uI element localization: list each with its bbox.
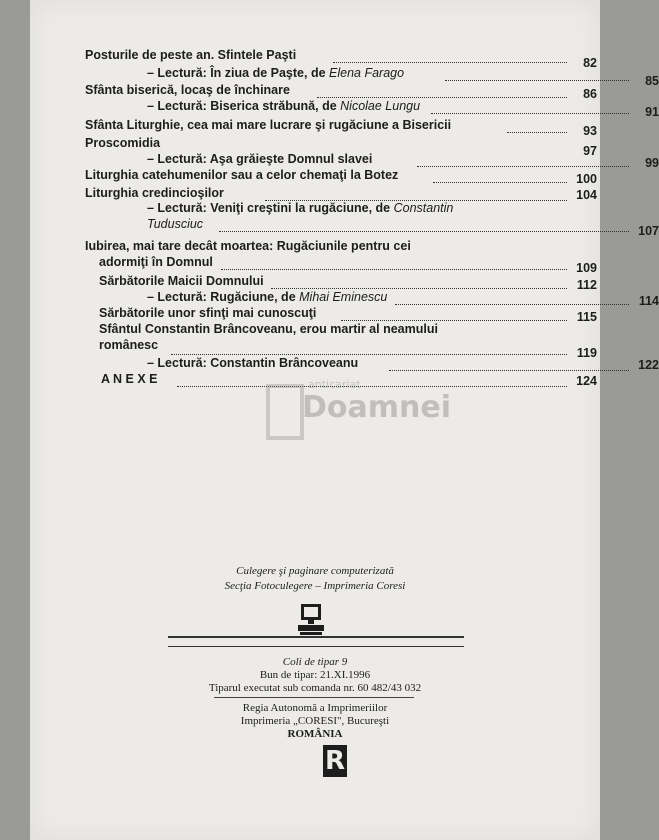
toc-entry-title: Sfânta Liturghie, cea mai mare lucrare şi rugăciune a Bisericii <box>85 118 452 132</box>
leader-dots <box>431 111 629 114</box>
toc-entry-title: – Lectură: Constantin Brâncoveanu <box>147 356 359 370</box>
toc-entry-title: Iubirea, mai tare decât moartea: Rugăciunile pentru cei <box>85 239 411 253</box>
publisher-logo: R <box>324 746 346 776</box>
leader-dots <box>507 130 567 133</box>
toc-entry-title: – Lectură: Rugăciune, de <box>147 290 300 304</box>
imprint-section: Secţia Fotoculegere – Imprimeria Coresi <box>224 580 406 592</box>
imprint-printing-house: Imprimeria „CORESI", Bucureşti <box>240 715 390 727</box>
imprint-regia: Regia Autonomă a Imprimeriilor <box>242 702 388 714</box>
imprint-coli: Coli de tipar 9 <box>282 656 348 668</box>
toc-page-number: 82 <box>583 56 597 70</box>
imprint-typesetting: Culegere şi paginare computerizată <box>236 565 394 577</box>
leader-dots <box>317 95 567 98</box>
toc-entry-title: – Lectură: Aşa grăieşte Domnul slavei <box>147 152 373 166</box>
leader-dots <box>333 60 567 63</box>
toc-entry-title: Sfânta biserică, locaş de închinare <box>85 83 290 97</box>
toc-entry <box>85 306 597 324</box>
leader-dots <box>171 352 567 355</box>
book-page <box>30 0 659 840</box>
leader-dots <box>395 302 629 305</box>
toc-page-number: 91 <box>645 105 659 119</box>
toc-entry-title: – Lectură: Veniţi creştini la rugăciune, de <box>147 201 394 215</box>
imprint-bun-de-tipar: Bun de tipar: 21.XI.1996 <box>259 669 371 681</box>
toc-entry-author: Nicolae Lungu <box>340 99 421 113</box>
watermark-subtitle: anticariat <box>308 378 361 391</box>
imprint-rule-area <box>168 600 464 650</box>
toc-entry-title-continued: românesc <box>99 338 159 352</box>
toc-entry <box>85 239 597 275</box>
toc-entry <box>85 290 659 308</box>
toc-entry-title: A N E X E <box>101 372 158 386</box>
divider-line <box>168 646 464 647</box>
imprint-country: ROMÂNIA <box>287 728 343 740</box>
toc-entry <box>85 66 659 88</box>
leader-dots <box>433 180 567 183</box>
toc-page-number: 86 <box>583 87 597 101</box>
leader-dots <box>389 368 629 371</box>
toc-entry-title: Liturghia catehumenilor sau a celor chemaţi la Botez <box>85 168 399 182</box>
divider-line <box>168 636 464 638</box>
watermark-title: Doamnei <box>302 390 452 425</box>
toc-entry <box>85 322 597 360</box>
toc-entry <box>85 168 597 186</box>
toc-entry <box>85 136 597 158</box>
toc-page-number: 107 <box>638 224 659 238</box>
toc-entry-title: – Lectură: În ziua de Paşte, de <box>147 66 330 80</box>
toc-page-number: 93 <box>583 124 597 138</box>
toc-entry-author-continued: Tudusciuc <box>147 217 204 231</box>
toc-entry-title: Proscomidia <box>85 136 161 150</box>
leader-dots <box>445 78 629 81</box>
toc-page-number: 85 <box>645 74 659 88</box>
toc-entry <box>85 356 659 371</box>
toc-page-number: 109 <box>576 261 597 275</box>
toc-page-number: 115 <box>576 310 597 324</box>
toc-entry-title: Posturile de peste an. Sfintele Paşti <box>85 48 297 62</box>
divider-line <box>214 697 414 698</box>
watermark-logo <box>266 378 452 448</box>
toc-page-number: 112 <box>576 278 597 292</box>
toc-entry <box>85 48 597 70</box>
toc-entry-title: Sărbătorile Maicii Domnului <box>99 274 264 288</box>
toc-entry-author: Mihai Eminescu <box>299 290 388 304</box>
toc-page-number: 122 <box>638 358 659 372</box>
toc-page-number: 100 <box>576 172 597 186</box>
toc-entry <box>85 152 659 170</box>
toc-entry-author: Elena Farago <box>329 66 405 80</box>
leader-dots <box>341 318 567 321</box>
toc-entry <box>85 186 597 201</box>
toc-page-number: 114 <box>638 294 659 308</box>
toc-page-number: 104 <box>576 188 597 202</box>
toc-entry-title: Sărbătorile unor sfinţi mai cunoscuţi <box>99 306 317 320</box>
toc-entry-author: Constantin <box>393 201 454 215</box>
toc-page-number: 97 <box>583 144 597 158</box>
toc-entry-title: – Lectură: Biserica străbună, de <box>147 99 341 113</box>
leader-dots <box>219 229 629 232</box>
toc-entry-title-continued: adormiţi în Domnul <box>99 255 213 269</box>
watermark-frame-icon <box>266 384 304 440</box>
toc-page-number: 124 <box>576 374 597 388</box>
toc-page-number: 119 <box>576 346 597 360</box>
toc-entry <box>85 83 597 101</box>
computer-icon <box>296 600 326 638</box>
toc-entry <box>85 118 597 138</box>
toc-page-number: 99 <box>645 156 659 170</box>
leader-dots <box>417 164 629 167</box>
toc-entry <box>85 99 659 119</box>
toc-entry-title: Liturghia credincioşilor <box>85 186 224 200</box>
toc-entry <box>85 201 659 238</box>
leader-dots <box>271 286 567 289</box>
leader-dots <box>221 267 567 270</box>
toc-entry-title: Sfântul Constantin Brâncoveanu, erou martir al neamului <box>99 322 438 336</box>
toc-entry <box>85 274 597 292</box>
imprint-order: Tiparul executat sub comanda nr. 60 482/43 032 <box>208 682 422 694</box>
